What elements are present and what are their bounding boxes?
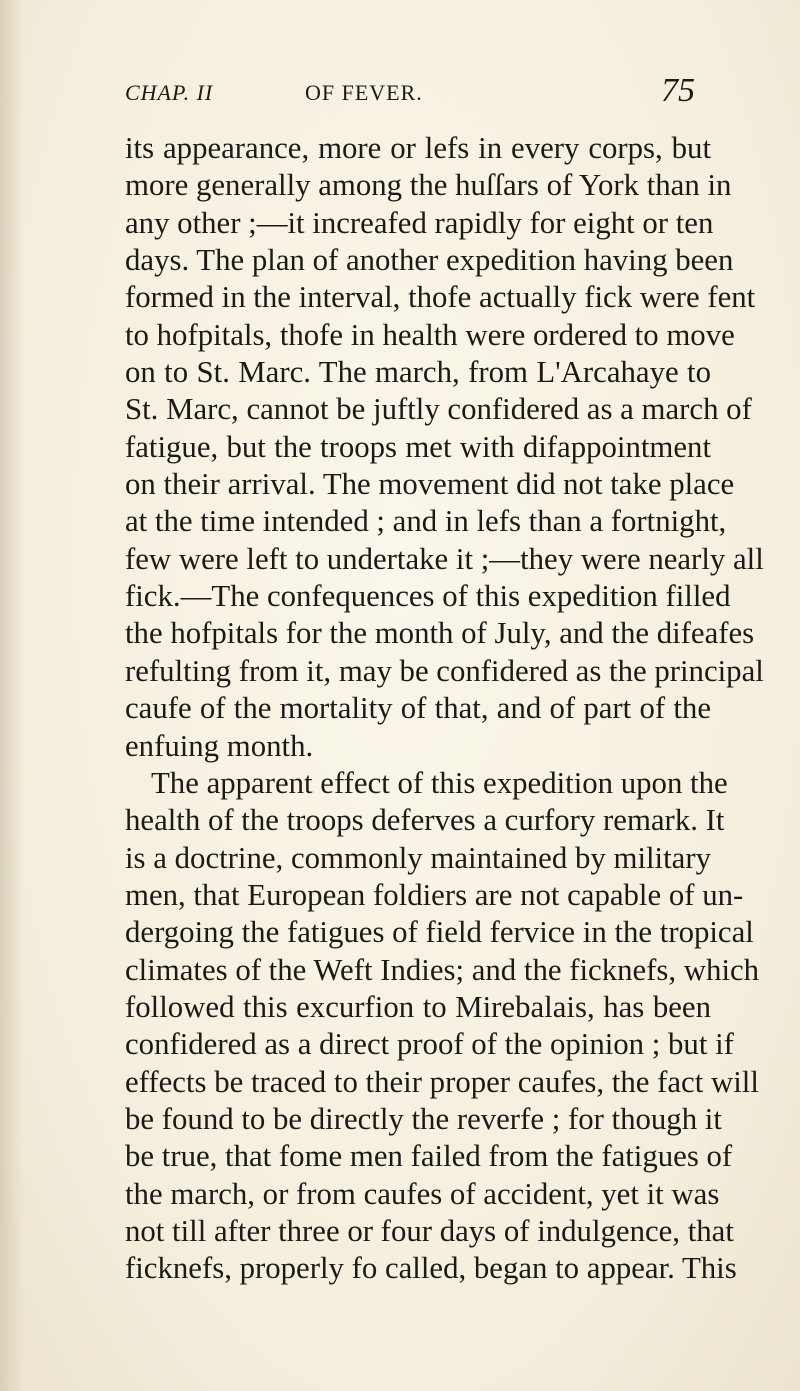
text-line: to hofpitals, thofe in health were ordered to move (125, 317, 735, 352)
text-line: effects be traced to their proper caufes, the fact will (125, 1064, 759, 1099)
text-line: the hofpitals for the month of July, and the difeafes (125, 616, 755, 651)
chapter-label: CHAP. II (125, 80, 214, 105)
page-number: 75 (661, 72, 695, 109)
text-line: The apparent effect of this expedition upon the (151, 765, 728, 800)
text-line: the march, or from caufes of accident, yet it was (125, 1176, 720, 1211)
text-line: on to St. Marc. The march, from L'Arcahaye to (125, 355, 711, 390)
text-line: more generally among the huſſars of York than in (125, 168, 732, 203)
text-line: its appearance, more or lefs in every corps, but (125, 131, 711, 165)
section-title: OF FEVER. (305, 80, 423, 105)
text-line: refulting from it, may be confidered as the principal (125, 653, 764, 688)
text-line: days. The plan of another expedition having been (125, 243, 734, 278)
text-line: confidered as a direct proof of the opinion ; but if (125, 1027, 734, 1062)
text-line: caufe of the mortality of that, and of part of the (125, 691, 711, 726)
running-head (125, 74, 695, 114)
text-line: fick.—The confequences of this expedition filled (125, 579, 731, 614)
text-line: any other ;—it increafed rapidly for eight or ten (125, 205, 714, 240)
binding-shadow (0, 0, 24, 1391)
text-line: ficknefs, properly fo called, began to appear. This (125, 1251, 737, 1286)
text-line: St. Marc, cannot be juftly confidered as a march of (125, 392, 752, 427)
text-line: at the time intended ; and in lefs than a fortnight, (125, 504, 727, 539)
text-line: fatigue, but the troops met with difappointment (125, 429, 711, 464)
text-line: on their arrival. The movement did not take place (125, 467, 735, 502)
text-line: men, that European foldiers are not capable of un- (125, 877, 744, 912)
text-line: formed in the interval, thofe actually fick were fent (125, 280, 756, 315)
text-line: enfuing month. (125, 728, 314, 763)
text-line: dergoing the fatigues of field fervice in the tropical (125, 915, 754, 950)
text-line: is a doctrine, commonly maintained by military (125, 840, 711, 875)
text-line: health of the troops deferves a curfory remark. It (125, 803, 725, 838)
body-text (125, 130, 764, 1288)
text-line: be found to be directly the reverfe ; for though it (125, 1101, 722, 1136)
text-line: followed this excurfion to Mirebalais, has been (125, 989, 711, 1024)
text-line: few were left to undertake it ;—they were nearly all (125, 541, 764, 576)
text-line: not till after three or four days of indulgence, that (125, 1213, 734, 1248)
text-line: be true, that fome men failed from the fatigues of (125, 1139, 733, 1174)
text-line: climates of the Weft Indies; and the ficknefs, which (125, 952, 760, 987)
